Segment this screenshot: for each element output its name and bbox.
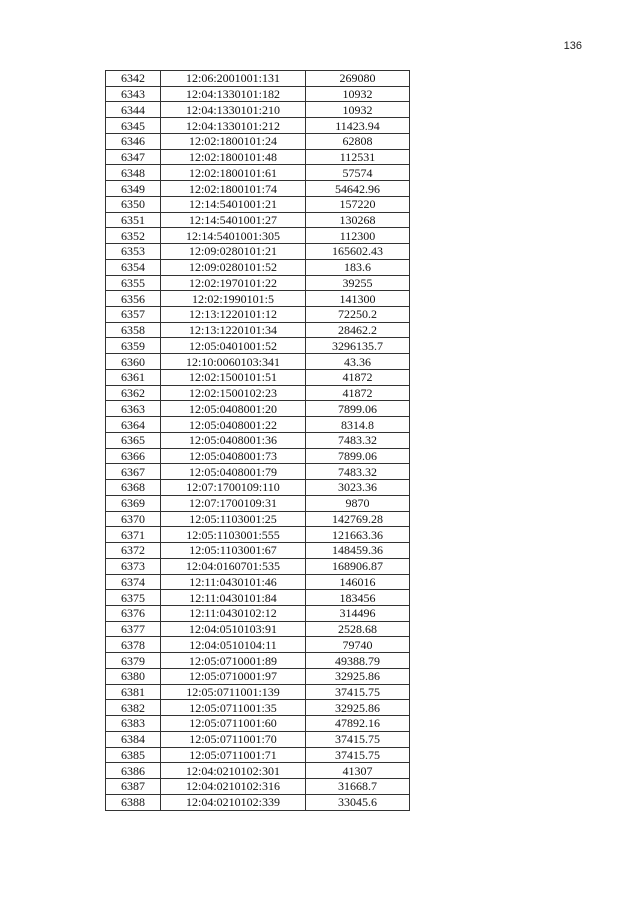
table-row — [106, 401, 410, 417]
value-cell: 47892.16 — [306, 716, 410, 732]
row-number-cell: 6356 — [106, 291, 161, 307]
value-cell: 165602.43 — [306, 244, 410, 260]
row-number-cell: 6376 — [106, 605, 161, 621]
cadastral-number-cell: 12:05:0710001:97 — [161, 668, 306, 684]
row-number-cell: 6373 — [106, 558, 161, 574]
table-row — [106, 668, 410, 684]
value-cell: 2528.68 — [306, 621, 410, 637]
table-row — [106, 338, 410, 354]
table-row — [106, 684, 410, 700]
row-number-cell: 6355 — [106, 275, 161, 291]
value-cell: 8314.8 — [306, 417, 410, 433]
cadastral-number-cell: 12:13:1220101:34 — [161, 322, 306, 338]
table-row — [106, 369, 410, 385]
row-number-cell: 6377 — [106, 621, 161, 637]
table-row — [106, 464, 410, 480]
value-cell: 3023.36 — [306, 480, 410, 496]
cadastral-number-cell: 12:02:1800101:61 — [161, 165, 306, 181]
cadastral-number-cell: 12:14:5401001:21 — [161, 196, 306, 212]
cadastral-number-cell: 12:05:1103001:555 — [161, 527, 306, 543]
row-number-cell: 6350 — [106, 196, 161, 212]
cadastral-number-cell: 12:05:0711001:35 — [161, 700, 306, 716]
cadastral-number-cell: 12:02:1800101:74 — [161, 181, 306, 197]
table-row — [106, 716, 410, 732]
value-cell: 41872 — [306, 385, 410, 401]
data-table — [105, 70, 410, 811]
table-row — [106, 763, 410, 779]
table-row — [106, 417, 410, 433]
value-cell: 146016 — [306, 574, 410, 590]
table-row — [106, 495, 410, 511]
row-number-cell: 6352 — [106, 228, 161, 244]
table-row — [106, 637, 410, 653]
cadastral-number-cell: 12:10:0060103:341 — [161, 354, 306, 370]
row-number-cell: 6379 — [106, 653, 161, 669]
cadastral-number-cell: 12:11:0430101:84 — [161, 590, 306, 606]
value-cell: 157220 — [306, 196, 410, 212]
cadastral-number-cell: 12:04:1330101:182 — [161, 86, 306, 102]
value-cell: 10932 — [306, 86, 410, 102]
table-row — [106, 385, 410, 401]
table-row — [106, 605, 410, 621]
value-cell: 37415.75 — [306, 684, 410, 700]
row-number-cell: 6344 — [106, 102, 161, 118]
cadastral-number-cell: 12:07:1700109:31 — [161, 495, 306, 511]
value-cell: 148459.36 — [306, 543, 410, 559]
table-row — [106, 165, 410, 181]
table-row — [106, 307, 410, 323]
row-number-cell: 6384 — [106, 731, 161, 747]
cadastral-number-cell: 12:11:0430102:12 — [161, 605, 306, 621]
row-number-cell: 6353 — [106, 244, 161, 260]
table-row — [106, 291, 410, 307]
value-cell: 54642.96 — [306, 181, 410, 197]
table-row — [106, 558, 410, 574]
row-number-cell: 6382 — [106, 700, 161, 716]
cadastral-number-cell: 12:04:0160701:535 — [161, 558, 306, 574]
cadastral-number-cell: 12:04:0510103:91 — [161, 621, 306, 637]
value-cell: 49388.79 — [306, 653, 410, 669]
value-cell: 3296135.7 — [306, 338, 410, 354]
cadastral-number-cell: 12:04:0210102:316 — [161, 779, 306, 795]
row-number-cell: 6361 — [106, 369, 161, 385]
row-number-cell: 6367 — [106, 464, 161, 480]
row-number-cell: 6363 — [106, 401, 161, 417]
table-row — [106, 149, 410, 165]
value-cell: 7899.06 — [306, 448, 410, 464]
row-number-cell: 6343 — [106, 86, 161, 102]
cadastral-number-cell: 12:05:0408001:79 — [161, 464, 306, 480]
cadastral-number-cell: 12:14:5401001:27 — [161, 212, 306, 228]
cadastral-number-cell: 12:04:0210102:301 — [161, 763, 306, 779]
value-cell: 57574 — [306, 165, 410, 181]
value-cell: 62808 — [306, 133, 410, 149]
cadastral-number-cell: 12:05:1103001:67 — [161, 543, 306, 559]
row-number-cell: 6348 — [106, 165, 161, 181]
table-row — [106, 322, 410, 338]
cadastral-number-cell: 12:02:1800101:24 — [161, 133, 306, 149]
cadastral-number-cell: 12:05:0711001:60 — [161, 716, 306, 732]
value-cell: 141300 — [306, 291, 410, 307]
value-cell: 11423.94 — [306, 118, 410, 134]
row-number-cell: 6364 — [106, 417, 161, 433]
value-cell: 121663.36 — [306, 527, 410, 543]
row-number-cell: 6369 — [106, 495, 161, 511]
cadastral-number-cell: 12:07:1700109:110 — [161, 480, 306, 496]
value-cell: 269080 — [306, 71, 410, 87]
table-row — [106, 432, 410, 448]
cadastral-number-cell: 12:05:0408001:22 — [161, 417, 306, 433]
value-cell: 183.6 — [306, 259, 410, 275]
row-number-cell: 6387 — [106, 779, 161, 795]
table-row — [106, 590, 410, 606]
value-cell: 10932 — [306, 102, 410, 118]
value-cell: 32925.86 — [306, 668, 410, 684]
value-cell: 28462.2 — [306, 322, 410, 338]
value-cell: 130268 — [306, 212, 410, 228]
table-row — [106, 244, 410, 260]
value-cell: 9870 — [306, 495, 410, 511]
cadastral-number-cell: 12:05:0711001:70 — [161, 731, 306, 747]
cadastral-number-cell: 12:13:1220101:12 — [161, 307, 306, 323]
row-number-cell: 6375 — [106, 590, 161, 606]
table-row — [106, 574, 410, 590]
cadastral-number-cell: 12:04:1330101:210 — [161, 102, 306, 118]
table-row — [106, 212, 410, 228]
row-number-cell: 6385 — [106, 747, 161, 763]
table-row — [106, 700, 410, 716]
page-number: 136 — [563, 40, 582, 52]
row-number-cell: 6380 — [106, 668, 161, 684]
cadastral-number-cell: 12:02:1500102:23 — [161, 385, 306, 401]
cadastral-number-cell: 12:02:1970101:22 — [161, 275, 306, 291]
table-row — [106, 196, 410, 212]
row-number-cell: 6388 — [106, 794, 161, 810]
cadastral-number-cell: 12:05:0408001:20 — [161, 401, 306, 417]
cadastral-number-cell: 12:06:2001001:131 — [161, 71, 306, 87]
value-cell: 314496 — [306, 605, 410, 621]
value-cell: 183456 — [306, 590, 410, 606]
row-number-cell: 6346 — [106, 133, 161, 149]
cadastral-number-cell: 12:04:0510104:11 — [161, 637, 306, 653]
row-number-cell: 6359 — [106, 338, 161, 354]
table-row — [106, 653, 410, 669]
table-row — [106, 275, 410, 291]
table-row — [106, 731, 410, 747]
table-row — [106, 527, 410, 543]
cadastral-number-cell: 12:05:1103001:25 — [161, 511, 306, 527]
table-row — [106, 543, 410, 559]
table-row — [106, 259, 410, 275]
value-cell: 33045.6 — [306, 794, 410, 810]
value-cell: 37415.75 — [306, 731, 410, 747]
cadastral-number-cell: 12:02:1990101:5 — [161, 291, 306, 307]
table-row — [106, 102, 410, 118]
value-cell: 31668.7 — [306, 779, 410, 795]
cadastral-number-cell: 12:11:0430101:46 — [161, 574, 306, 590]
row-number-cell: 6351 — [106, 212, 161, 228]
table-row — [106, 118, 410, 134]
table-row — [106, 480, 410, 496]
table-row — [106, 354, 410, 370]
cadastral-number-cell: 12:04:0210102:339 — [161, 794, 306, 810]
row-number-cell: 6354 — [106, 259, 161, 275]
cadastral-number-cell: 12:05:0711001:71 — [161, 747, 306, 763]
value-cell: 7899.06 — [306, 401, 410, 417]
value-cell: 72250.2 — [306, 307, 410, 323]
value-cell: 41872 — [306, 369, 410, 385]
row-number-cell: 6378 — [106, 637, 161, 653]
value-cell: 79740 — [306, 637, 410, 653]
value-cell: 168906.87 — [306, 558, 410, 574]
row-number-cell: 6366 — [106, 448, 161, 464]
table-row — [106, 228, 410, 244]
cadastral-number-cell: 12:05:0710001:89 — [161, 653, 306, 669]
cadastral-number-cell: 12:05:0408001:73 — [161, 448, 306, 464]
value-cell: 41307 — [306, 763, 410, 779]
row-number-cell: 6358 — [106, 322, 161, 338]
table-row — [106, 448, 410, 464]
row-number-cell: 6381 — [106, 684, 161, 700]
table-row — [106, 747, 410, 763]
row-number-cell: 6360 — [106, 354, 161, 370]
cadastral-number-cell: 12:02:1500101:51 — [161, 369, 306, 385]
row-number-cell: 6362 — [106, 385, 161, 401]
cadastral-number-cell: 12:04:1330101:212 — [161, 118, 306, 134]
table-row — [106, 511, 410, 527]
row-number-cell: 6349 — [106, 181, 161, 197]
row-number-cell: 6345 — [106, 118, 161, 134]
value-cell: 43.36 — [306, 354, 410, 370]
cadastral-number-cell: 12:09:0280101:21 — [161, 244, 306, 260]
row-number-cell: 6383 — [106, 716, 161, 732]
row-number-cell: 6357 — [106, 307, 161, 323]
row-number-cell: 6371 — [106, 527, 161, 543]
table-row — [106, 794, 410, 810]
table-body — [106, 71, 410, 811]
table-row — [106, 181, 410, 197]
value-cell: 112300 — [306, 228, 410, 244]
table-row — [106, 621, 410, 637]
cadastral-number-cell: 12:02:1800101:48 — [161, 149, 306, 165]
value-cell: 112531 — [306, 149, 410, 165]
row-number-cell: 6347 — [106, 149, 161, 165]
value-cell: 39255 — [306, 275, 410, 291]
row-number-cell: 6372 — [106, 543, 161, 559]
value-cell: 7483.32 — [306, 464, 410, 480]
cadastral-number-cell: 12:14:5401001:305 — [161, 228, 306, 244]
table-row — [106, 71, 410, 87]
row-number-cell: 6368 — [106, 480, 161, 496]
value-cell: 142769.28 — [306, 511, 410, 527]
value-cell: 32925.86 — [306, 700, 410, 716]
row-number-cell: 6374 — [106, 574, 161, 590]
value-cell: 37415.75 — [306, 747, 410, 763]
value-cell: 7483.32 — [306, 432, 410, 448]
row-number-cell: 6386 — [106, 763, 161, 779]
table-row — [106, 779, 410, 795]
cadastral-number-cell: 12:09:0280101:52 — [161, 259, 306, 275]
cadastral-number-cell: 12:05:0408001:36 — [161, 432, 306, 448]
cadastral-number-cell: 12:05:0711001:139 — [161, 684, 306, 700]
table-row — [106, 86, 410, 102]
row-number-cell: 6342 — [106, 71, 161, 87]
row-number-cell: 6370 — [106, 511, 161, 527]
row-number-cell: 6365 — [106, 432, 161, 448]
table-row — [106, 133, 410, 149]
cadastral-number-cell: 12:05:0401001:52 — [161, 338, 306, 354]
